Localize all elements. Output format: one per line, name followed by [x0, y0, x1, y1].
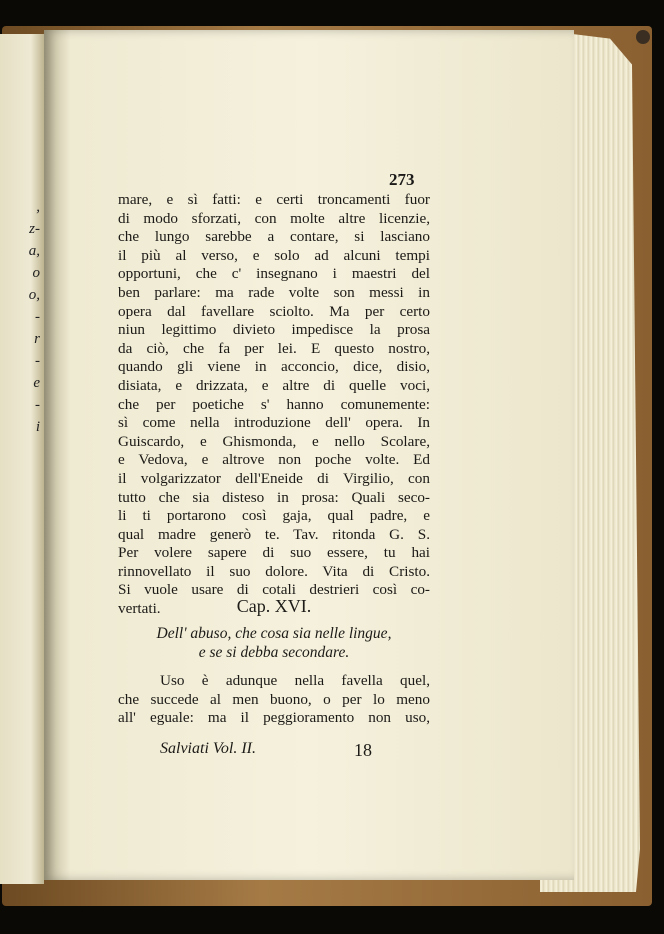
left-page	[0, 34, 44, 884]
body-lines	[118, 191, 430, 619]
body-line: Si vuole usare di cotali destrieri così co-	[118, 581, 430, 599]
body-line: quando gli viene in acconcio, dice, disio,	[118, 358, 430, 376]
chapter-subtitle	[118, 624, 430, 662]
body-line: mare, e sì fatti: e certi troncamenti fuor	[118, 191, 430, 208]
body-line: il volgarizzator dell'Eneide di Virgilio, con	[118, 469, 430, 487]
left-mark: a,	[28, 243, 40, 259]
body-line: vertati.	[118, 600, 161, 618]
left-mark: -	[35, 353, 40, 369]
body-line: rinnovellato il suo dolore. Vita di Cristo.	[118, 562, 430, 580]
paragraph-line: all' eguale: ma il peggioramento non uso,	[118, 709, 430, 727]
body-line: niun legittimo divieto impedisce la prosa	[118, 321, 430, 339]
body-line: Guiscardo, e Ghismonda, e nello Scolare,	[118, 432, 430, 450]
body-line: sì come nella introduzione dell' opera. In	[118, 414, 430, 432]
chapter-heading: Cap. XVI.	[236, 596, 312, 616]
clip-mark	[636, 30, 650, 44]
left-mark: r	[34, 331, 40, 347]
body-line: disiata, e drizzata, e altre di quelle voci,	[118, 376, 430, 394]
page-footer	[160, 740, 400, 758]
body-line: opera dal favellare sciolto. Ma per certo	[118, 302, 430, 320]
footer-signature: Salviati Vol. II.	[160, 740, 256, 757]
body-line: qual madre generò te. Tav. ritonda G. S.	[118, 525, 430, 543]
body-line: tutto che sia disteso in prosa: Quali seco-	[118, 488, 430, 506]
body-line: opportuni, che c' insegnano i maestri del	[118, 265, 430, 283]
body-line: da ciò, che fa per lei. E questo nostro,	[118, 339, 430, 357]
left-mark: ,	[36, 199, 40, 215]
left-mark: -	[35, 309, 40, 325]
body-line: che lungo sarebbe a contare, si lasciano	[118, 228, 430, 246]
body-line: ben parlare: ma rade volte son messi in	[118, 283, 430, 301]
body-line: li ti portarono così gaja, qual padre, e	[118, 507, 430, 525]
paragraph-line: Uso è adunque nella favella quel,	[160, 672, 430, 689]
body-line: il più al verso, e solo ad alcuni tempi	[118, 246, 430, 264]
left-mark: e	[33, 375, 40, 391]
paragraph-line: che succede al men buono, o per lo meno	[118, 690, 430, 708]
left-mark: i	[35, 419, 40, 435]
body-line: che per poetiche s' hanno comunemente:	[118, 395, 430, 413]
left-mark: -	[35, 397, 40, 413]
chapter-subtitle-line: e se si debba secondare.	[198, 644, 350, 661]
body-line: di modo sforzati, con molte altre licenzie,	[118, 209, 430, 227]
footer-number: 18	[354, 740, 372, 760]
left-mark: o	[32, 265, 40, 281]
page-number: 273	[389, 170, 415, 189]
body-line: e Vedova, e altrove non poche volte. Ed	[118, 451, 430, 469]
left-page-marks	[4, 196, 40, 438]
right-page	[44, 30, 574, 880]
chapter-paragraph	[118, 672, 430, 728]
left-mark: z-	[29, 221, 40, 237]
left-mark: o,	[28, 287, 40, 303]
body-line: Per volere sapere di suo essere, tu hai	[118, 544, 430, 562]
chapter-subtitle-line: Dell' abuso, che cosa sia nelle lingue,	[156, 625, 392, 642]
